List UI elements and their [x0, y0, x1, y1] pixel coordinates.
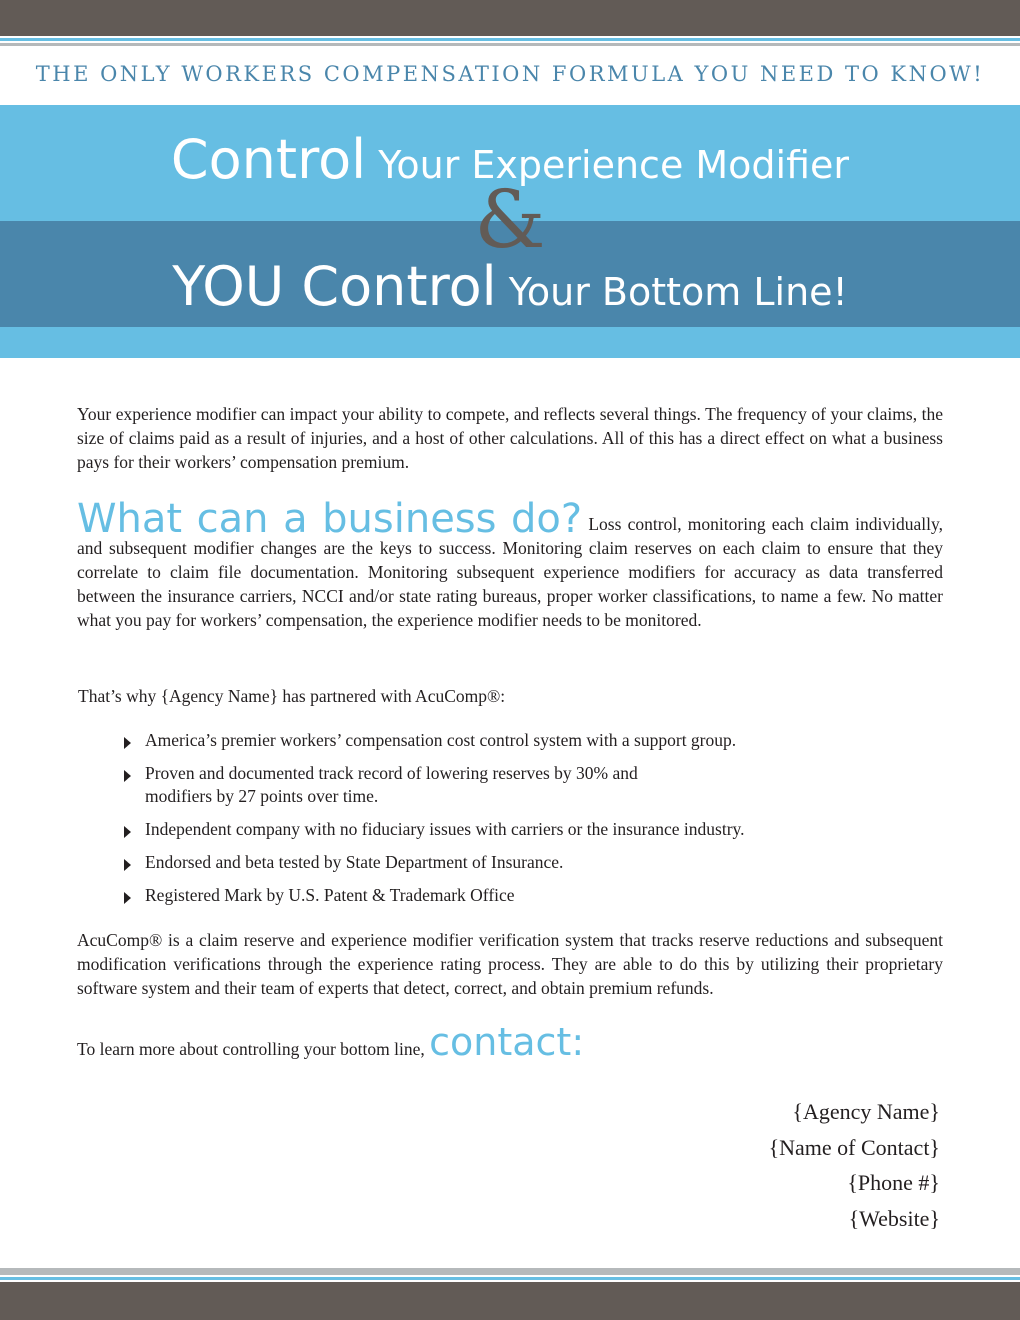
bullet-arrow-icon	[124, 737, 131, 749]
headline-you-control: YOU Control	[172, 255, 497, 318]
learn-more-text: To learn more about controlling your bottom line,	[77, 1039, 430, 1059]
contact-phone: {Phone #}	[847, 1170, 940, 1195]
benefits-list	[122, 729, 922, 917]
list-item: Registered Mark by U.S. Patent & Trademark Office	[122, 884, 922, 907]
bullet-arrow-icon	[124, 859, 131, 871]
headline-control: Control	[170, 128, 367, 191]
list-item: Endorsed and beta tested by State Department of Insurance.	[122, 851, 922, 874]
bullet-arrow-icon	[124, 826, 131, 838]
bottom-stripe-blue	[0, 1277, 1020, 1280]
intro-paragraph: Your experience modifier can impact your ability to compete, and reflects several things. The frequency of your claims, the size of claims paid as a result of injuries, and a host of other calculations. All of this has a direct effect on what a business pays for their workers’ compensation premium.	[77, 404, 943, 472]
tagline: THE ONLY WORKERS COMPENSATION FORMULA YOU NEED TO KNOW!	[35, 62, 985, 86]
top-stripe-blue	[0, 38, 1020, 41]
headline-experience-modifier: Your Experience Modifier	[366, 143, 850, 187]
contact-agency: {Agency Name}	[792, 1099, 940, 1124]
bullet-arrow-icon	[124, 892, 131, 904]
section-text: Loss control, monitoring each claim individually, and subsequent modifier changes are the keys to success. Monitoring claim reserves on each claim to ensure that they correlate to claim file documentation. Monitoring subsequent experience modifiers for accuracy as data transferred between the insurance carriers, NCCI and/or state rating bureaus, proper worker classifications, to name a few. No matter what you pay for workers’ compensation, the experience modifier needs to be monitored.	[77, 514, 943, 630]
headline-line-2	[0, 255, 1020, 318]
contact-website: {Website}	[848, 1205, 940, 1231]
top-stripe-gray	[0, 43, 1020, 46]
list-item: Independent company with no fiduciary issues with carriers or the insurance industry.	[122, 818, 922, 841]
business-paragraph	[77, 496, 943, 632]
section-heading: What can a business do?	[77, 496, 583, 542]
contact-name: {Name of Contact}	[768, 1134, 940, 1160]
top-bar	[0, 0, 1020, 36]
bullet-arrow-icon	[124, 770, 131, 782]
list-item: Proven and documented track record of lowering reserves by 30% and modifiers by 27 points over time.	[122, 762, 922, 808]
contact-heading: contact:	[429, 1020, 585, 1064]
partnership-line: That’s why {Agency Name} has partnered with AcuComp®:	[78, 686, 506, 706]
headline-bottom-line: Your Bottom Line!	[496, 270, 848, 314]
contact-block	[769, 1094, 940, 1236]
bottom-stripe-gray	[0, 1268, 1020, 1275]
bottom-bar	[0, 1282, 1020, 1320]
learn-more-line	[77, 1020, 585, 1064]
acucomp-paragraph: AcuComp® is a claim reserve and experience modifier verification system that tracks reserve reductions and subsequent modification verifications through the experience rating process. They are able to do this by utilizing their proprietary software system and their team of experts that detect, correct, and obtain premium refunds.	[77, 930, 943, 998]
ampersand: &	[474, 173, 546, 266]
list-item: America’s premier workers’ compensation cost control system with a support group.	[122, 729, 922, 752]
